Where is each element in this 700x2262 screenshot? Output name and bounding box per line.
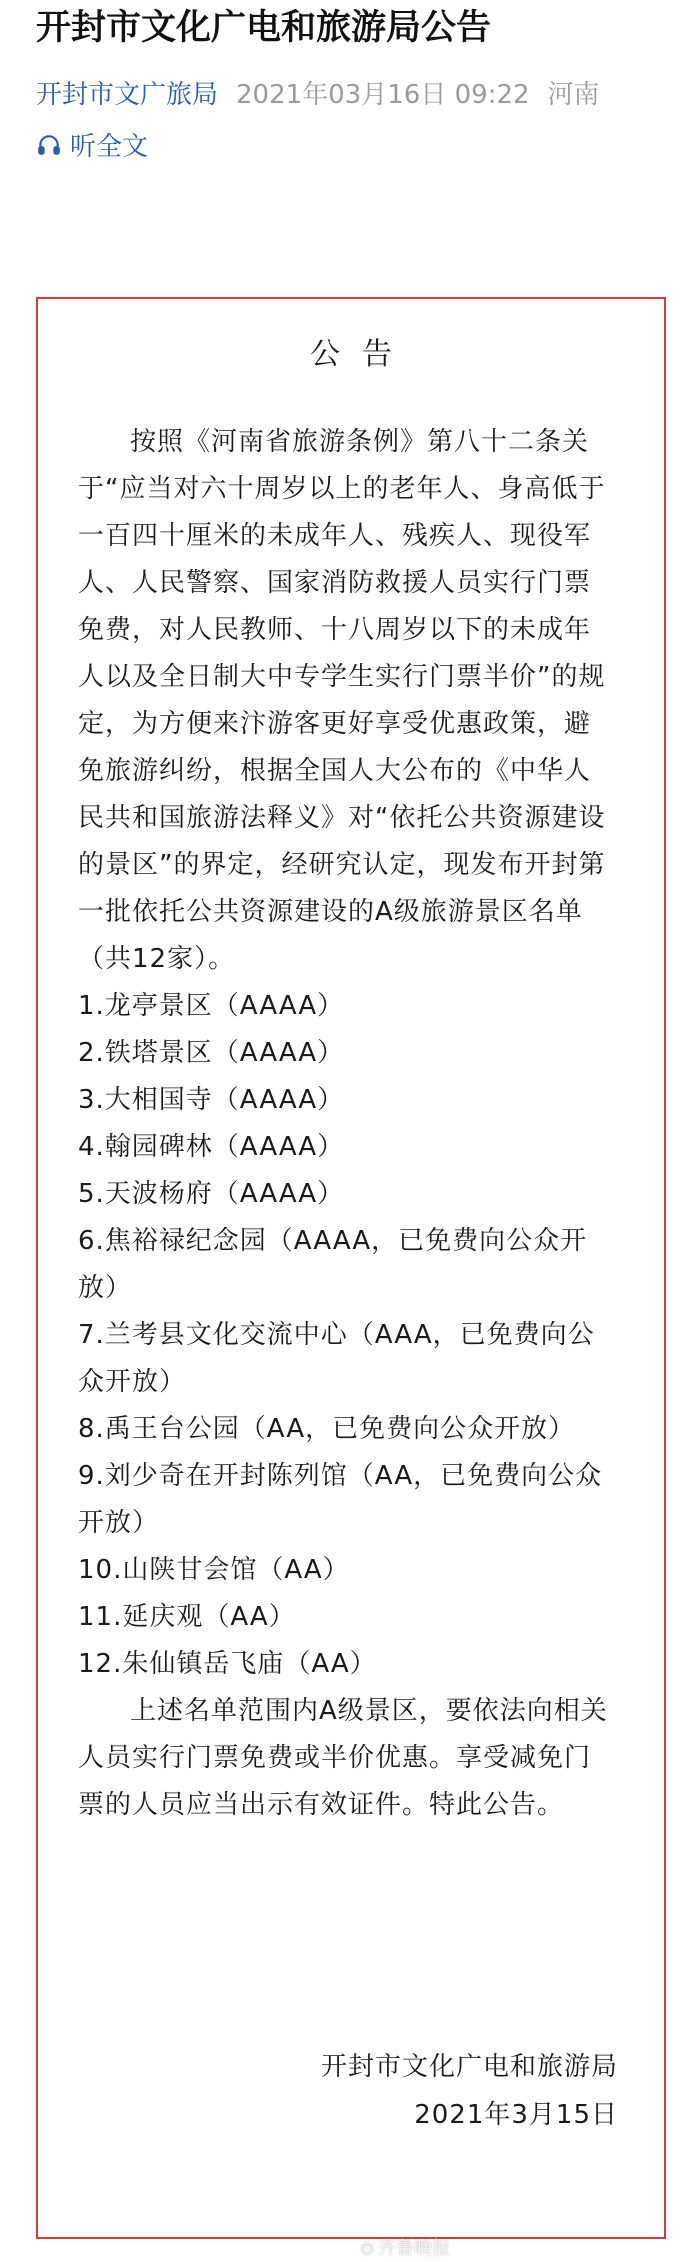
notice-document — [36, 297, 666, 2239]
scenic-spot-list — [78, 983, 616, 1688]
list-item: 1.龙亭景区（AAAA） — [78, 991, 345, 1021]
watermark — [360, 2234, 450, 2260]
list-item: 6.焦裕禄纪念园（AAAA，已免费向公众开放） — [78, 1226, 588, 1303]
list-item: 7.兰考县文化交流中心（AAA，已免费向公众开放） — [78, 1320, 595, 1397]
signature-date: 2021年3月15日 — [414, 2100, 618, 2130]
listen-label: 听全文 — [70, 132, 149, 162]
list-item: 12.朱仙镇岳飞庙（AA） — [78, 1649, 377, 1679]
article-meta — [36, 78, 666, 112]
article-title: 开封市文化广电和旅游局公告 — [36, 8, 492, 48]
notice-intro: 按照《河南省旅游条例》第八十二条关于“应当对六十周岁以上的老年人、身高低于一百四十厘米的未成年人、残疾人、现役军人、人民警察、国家消防救援人员实行门票免费，对人民教师、十八周岁以下的未成年人以及全日制大中专学生实行门票半价”的规定，为方便来汴游客更好享受优惠政策，避免旅游纠纷，根据全国人大公布的《中华人民共和国旅游法释义》对“依托公共资源建设的景区”的界定，经研究认定，现发布开封第一批依托公共资源建设的A级旅游景区名单（共12家）。 — [78, 427, 606, 974]
list-item: 10.山陕甘会馆（AA） — [78, 1555, 350, 1585]
watermark-text: 齐鲁晚报 — [378, 2238, 450, 2259]
signature-org: 开封市文化广电和旅游局 — [320, 2052, 618, 2082]
source-link[interactable]: 开封市文广旅局 — [36, 80, 219, 110]
notice-closing: 上述名单范围内A级景区，要依法向相关人员实行门票免费或半价优惠。享受减免门票的人员应当出示有效证件。特此公告。 — [78, 1696, 608, 1820]
list-item: 11.延庆观（AA） — [78, 1602, 296, 1632]
list-item: 9.刘少奇在开封陈列馆（AA，已免费向公众开放） — [78, 1461, 603, 1538]
notice-body — [38, 419, 664, 1829]
weibo-icon: ◉ — [360, 2237, 374, 2257]
list-item: 4.翰园碑林（AAAA） — [78, 1132, 345, 1162]
article-header — [0, 0, 700, 163]
list-item: 5.天波杨府（AAAA） — [78, 1179, 345, 1209]
publish-date: 2021年03月16日 09:22 — [236, 80, 530, 110]
region-label: 河南 — [547, 80, 600, 110]
listen-button[interactable] — [36, 126, 666, 163]
list-item: 3.大相国寺（AAAA） — [78, 1085, 345, 1115]
list-item: 8.禹王台公园（AA，已免费向公众开放） — [78, 1414, 576, 1444]
notice-heading: 公告 — [310, 337, 414, 372]
list-item: 2.铁塔景区（AAAA） — [78, 1038, 345, 1068]
headphones-icon — [36, 132, 62, 158]
notice-signature — [321, 2043, 618, 2139]
